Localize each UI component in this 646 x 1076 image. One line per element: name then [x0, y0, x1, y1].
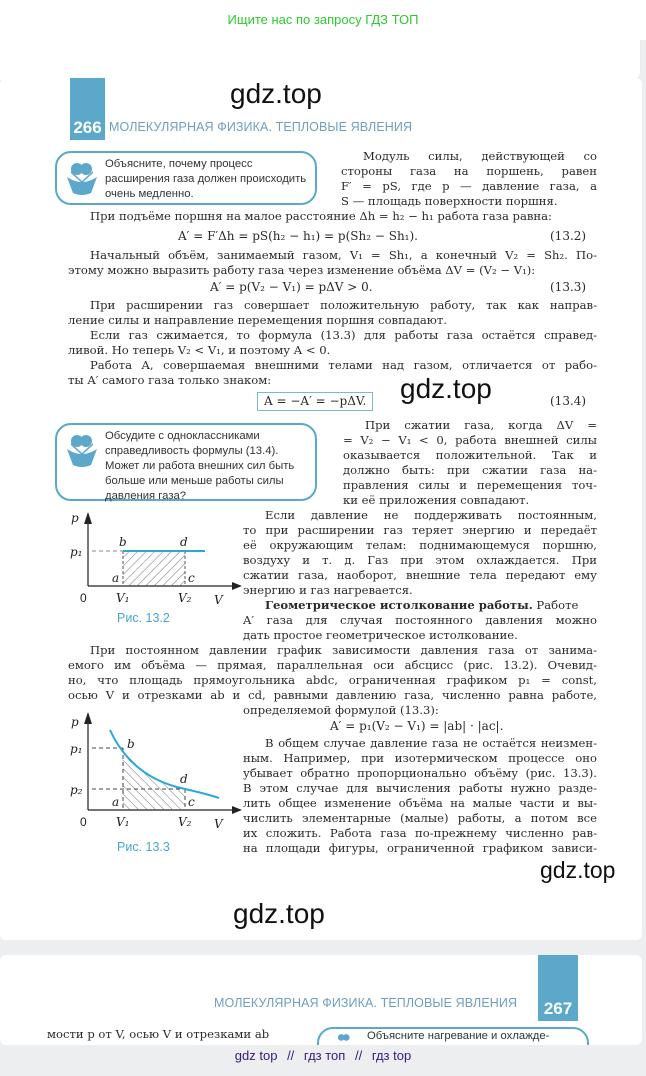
text-line: S — площадь поверхности поршня.	[341, 194, 558, 208]
tick-label-p1: p₁	[70, 742, 83, 756]
point-label-c: c	[188, 795, 195, 809]
text-line: = V₂ − V₁ < 0, работа внешней силы	[343, 433, 597, 447]
discussion-callout	[55, 423, 317, 501]
text-line: но, что площадь прямоугольника abdc, ограниченная графиком p₁ = const,	[68, 673, 597, 687]
text-line: При постоянном давлении график зависимости давления газа от занима-	[90, 643, 597, 657]
text-line: F′ = pS, где p — давление газа, а	[341, 179, 597, 193]
text-line: на площади фигуры, ограниченной графиком зависи-	[243, 841, 597, 855]
text-line: Если газ сжимается, то формула (13.3) для работы газа остаётся справед-	[90, 328, 597, 342]
paragraph	[243, 703, 597, 718]
text-line: ты A′ самого газа только знаком:	[68, 373, 272, 387]
page-number: 267	[538, 955, 578, 1021]
top-card	[0, 40, 640, 80]
callout-text: Объясните нагревание и охлажде-	[367, 1030, 550, 1042]
separator: //	[354, 1048, 363, 1063]
footer-links	[0, 1048, 646, 1063]
equation-13-2: A′ = F′Δh = pS(h₂ − h₁) = p(Sh₂ − Sh₁).	[178, 229, 418, 243]
text-line: стороны газа на поршень, равен	[341, 164, 597, 178]
equation-13-3: A′ = p(V₂ − V₁) = pΔV > 0.	[210, 280, 373, 294]
paragraph	[68, 298, 597, 388]
point-label-b: b	[119, 535, 127, 549]
equation-area: A′ = p₁(V₂ − V₁) = |ab| · |ac|.	[330, 719, 504, 733]
axis-label-v: V	[214, 593, 223, 607]
paragraph	[343, 418, 597, 508]
axis-label-p: p	[71, 715, 79, 729]
running-head: МОЛЕКУЛЯРНАЯ ФИЗИКА. ТЕПЛОВЫЕ ЯВЛЕНИЯ	[109, 120, 413, 134]
text-line: воздуху и т. д. Газ при этом охлаждается. При	[243, 553, 597, 567]
axis-label-v: V	[214, 817, 223, 831]
text-line: числить элементарные (малые) работы, а потом все	[243, 811, 597, 825]
footer-link-gdz-top-ru[interactable]: гдз топ	[303, 1048, 346, 1063]
figure-13-3	[62, 708, 242, 833]
callout-text: Обсудите с одноклассниками справедливость формулы (13.4). Может ли работа внешних сил быть больше или меньше работы силы давления газа?	[105, 430, 295, 502]
work-area	[123, 551, 185, 586]
figure-caption: Рис. 13.2	[117, 611, 170, 625]
x-axis-arrow	[232, 582, 242, 590]
text-line: должно быть: при сжатии газа на-	[343, 463, 597, 477]
text-line: ливой. Но теперь V₂ < V₁, и поэтому A < 0.	[68, 343, 331, 357]
banner-text: Ищите нас по запросу ГДЗ ТОП	[227, 12, 419, 27]
text-line: В этом случае для вычисления работы нужно разде-	[243, 781, 597, 795]
text-line: лить общее изменение объёма на малые части и вы-	[243, 796, 597, 810]
paragraph	[68, 248, 597, 278]
text-line: то при расширении газ теряет энергию и передаёт	[243, 523, 597, 537]
paragraph	[243, 613, 597, 643]
text-line: дать простое геометрическое истолкование.	[243, 628, 518, 642]
footer-link-gdz-top[interactable]: gdz top	[234, 1048, 278, 1063]
text-line: ление силы и направление перемещения поршня совпадают.	[68, 313, 447, 327]
text-line: ки её приложения совпадают.	[343, 493, 530, 507]
paragraph	[68, 209, 597, 224]
figure-13-2	[62, 508, 242, 608]
origin-label: 0	[80, 591, 87, 605]
axis-label-p: p	[71, 511, 79, 525]
text-line: В общем случае давление газа не остаётся неизмен-	[265, 736, 597, 750]
tick-label-v2: V₂	[178, 591, 192, 605]
point-label-a: a	[112, 795, 120, 809]
text-line: мости p от V, осью V и отрезками ab	[47, 1027, 270, 1041]
tick-label-v1: V₁	[116, 591, 130, 605]
watermark: gdz.top	[540, 857, 616, 883]
callout-text: Объясните, почему процесс расширения газа должен происходить очень медленно.	[105, 158, 307, 200]
page-number: 266	[70, 78, 105, 140]
text-line: определяемой формулой (13.3):	[243, 703, 439, 717]
equation-number: (13.2)	[550, 229, 587, 243]
watermark: gdz.top	[230, 78, 322, 109]
equation-13-4: A = −A′ = −pΔV.	[257, 392, 373, 411]
text-line: оказывается положительной. Так и	[343, 448, 597, 462]
tick-label-p1: p₁	[70, 545, 83, 559]
watermark: gdz.top	[400, 373, 492, 404]
text-line: При подъёме поршня на малое расстояние Δh = h₂ − h₁ работа газа равна:	[90, 209, 552, 223]
x-axis-arrow	[232, 806, 242, 814]
question-callout	[55, 151, 317, 205]
point-label-c: c	[188, 571, 195, 585]
equation-number: (13.4)	[550, 394, 587, 408]
paragraph	[243, 736, 597, 856]
section-heading-line	[243, 598, 597, 613]
y-axis-arrow	[84, 712, 92, 724]
text-line: их сложить. Работа газа по-прежнему численно рав-	[243, 826, 597, 840]
text-line: ным. Например, при изотермическом процессе оно	[243, 751, 597, 765]
point-label-b: b	[127, 737, 135, 751]
tick-label-v2: V₂	[178, 815, 192, 829]
text-line: емого им объёма — прямая, параллельная оси абсцисс (рис. 13.2). Очевид-	[68, 658, 597, 672]
text-line: Работе	[532, 598, 579, 612]
textbook-page-267	[0, 955, 642, 1045]
figure-caption: Рис. 13.3	[117, 840, 170, 854]
text-line: правления силы и перемещения точ-	[343, 478, 597, 492]
text-line: Работа A, совершаемая внешними телами над газом, отличается от рабо-	[90, 358, 597, 372]
text-line: её окружающим телам: поднимающемуся поршню,	[243, 538, 597, 552]
question-heart-icon	[65, 433, 99, 469]
section-heading: Геометрическое истолкование работы.	[265, 598, 533, 612]
text-line: Модуль силы, действующей со	[363, 149, 597, 163]
question-heart-icon	[65, 161, 99, 197]
point-label-d: d	[180, 772, 188, 786]
watermark: gdz.top	[233, 898, 325, 929]
text-line: При сжатии газа, когда ΔV =	[365, 418, 597, 432]
text-line: A′ газа для случая постоянного давления можно	[243, 613, 597, 627]
footer-link-gdz-top-mixed[interactable]: гдз top	[371, 1048, 412, 1063]
text-line: этому можно выразить работу газа через изменение объёма ΔV = (V₂ − V₁):	[68, 263, 536, 277]
separator: //	[287, 1048, 295, 1063]
text-line: Если давление не поддерживать постоянным,	[265, 508, 597, 522]
equation-number: (13.3)	[550, 280, 587, 294]
y-axis-arrow	[84, 512, 92, 524]
text-line: Начальный объём, занимаемый газом, V₁ = Sh₁, а конечный V₂ = Sh₂. По-	[90, 248, 597, 262]
question-heart-icon	[333, 1033, 355, 1045]
point-label-a: a	[112, 571, 120, 585]
text-line: сжатии газа, наоборот, внешние тела передают ему	[243, 568, 597, 582]
text-line: энергию и газ нагревается.	[243, 583, 413, 597]
running-head: МОЛЕКУЛЯРНАЯ ФИЗИКА. ТЕПЛОВЫЕ ЯВЛЕНИЯ	[214, 996, 518, 1010]
origin-label: 0	[80, 815, 87, 829]
paragraph	[341, 149, 597, 209]
paragraph	[68, 643, 597, 703]
tick-label-p2: p₂	[70, 783, 83, 797]
question-callout	[317, 1027, 589, 1045]
top-banner	[0, 0, 646, 40]
tick-label-v1: V₁	[116, 815, 130, 829]
textbook-page-266	[0, 78, 642, 940]
text-line: убывает обратно пропорционально объёму (рис. 13.3).	[243, 766, 597, 780]
paragraph	[243, 508, 597, 598]
text-line: осью V и отрезками ab и cd, равными давлению газа, численно равна работе,	[68, 688, 597, 702]
point-label-d: d	[180, 535, 188, 549]
text-line: При расширении газ совершает положительную работу, так как направ-	[90, 298, 597, 312]
